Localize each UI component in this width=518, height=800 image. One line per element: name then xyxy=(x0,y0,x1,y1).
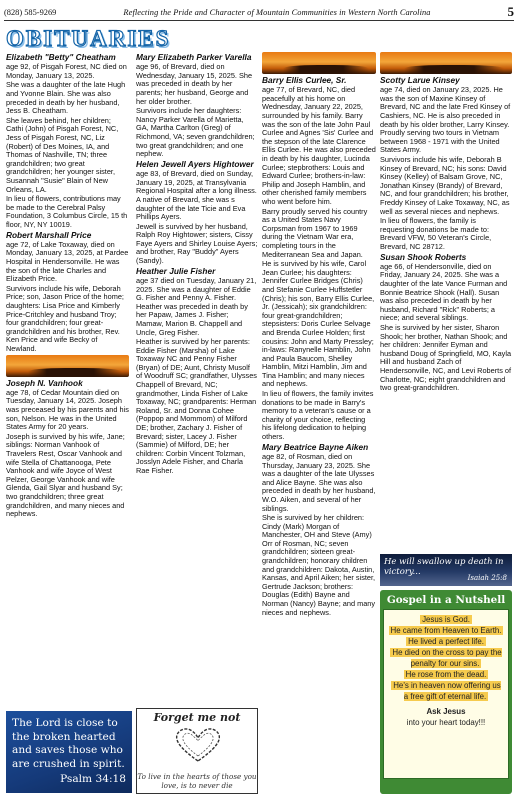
obituary-paragraph: age 83, of Brevard, died on Sunday, January 19, 2025, at Transylvania Regional Hospital after a long illness. A native of Brevard, she was s daughter of the late Ticie and Eva Phillips Ayers. xyxy=(136,169,257,222)
obituary-paragraph: She is survived by her children: Cindy (Mark) Morgan of Manchester, OH and Steve (Amy) Orr of Rosman, NC; seven grandchildren; sixteen great-grandchildren; honorary children and grandchildren: Dakota, Austin, Kansas, and April Aiken; her sister, Gertrude Jackson; brothers: Douglas (Edith) Bayne and Norman (Nancy) Bayne; and many nieces and nephews. xyxy=(262,513,376,617)
obituary-paragraph: age 66, of Hendersonville, died on Friday, January 24, 2025. She was a daughter of the late Vance Furman and Bonnie Beatrice Shook (Hall). Susan was also preceded in death by her husband, Richard "Rick" Roberts; a niece; and several siblings. xyxy=(380,261,508,323)
obituary-paragraph: age 77, of Brevard, NC, died peacefully at his home on Wednesday, January 22, 2025, surrounded by his family. Barry was the son of the late John Paul Curlee and Agnes 'Sis' Curlee and the stepson of the late Clarence Ellis Curlee. He was also preceded in death by his daughter, Lucinda Curlee; stepbrothers: Louis and Edward Curlee; brothers-in-law: Philip and Joseph Hamblin, and other cherished family members who went before him. xyxy=(262,85,376,207)
obituary-paragraph: He is survived by his wife, Carol Jean Curlee; his daughters: Jennifer Curlee Bridges (Chris) and Stefanie Curlee Huffstetler (Chris); his son, Barry Ellis Curlee, Jr. (Jessicah); six grandchildren: four great-grandchildren; stepsisters: Doris Curlee Selvage and Brenda Curlee Holden; first cousins: John and Marty Pressley; in-laws: Ranynelle Hamblin, John and Paula Baucom, Shelley Hamblin, Mitzi Hamblin, Jim and Tina Hamblin; and many nieces and nephews. xyxy=(262,259,375,389)
obituary-name: Helen Jewell Ayers Hightower xyxy=(136,158,254,169)
obituary-name: Susan Shook Roberts xyxy=(380,251,467,262)
sunset-image xyxy=(380,52,512,74)
nature-verse-text: He will swallow up death in victory... xyxy=(384,557,504,577)
gospel-in-a-nutshell-box xyxy=(380,590,512,794)
column-2 xyxy=(136,52,258,706)
sunset-image xyxy=(262,52,376,74)
obituary-paragraph: Heather is survived by her parents: Eddie Fisher (Marsha) of Lake Toxaway NC and Penny Fisher (Bryan) of DE; Aunt, Christy Musolf of Woodruff SC; grandfather, Ulysses Chappell of Brevard, NC; grandmother, Linda Fisher of Lake Toxaway, NC; grandparents: Herman Roland, Sr. and Donna Cohee (Poppop and Mommom) of Milford DE; brother, Zachary J. Fisher of Brevard; sister, Lacey J. Fisher (Sammie) of Milford, DE; her children: Corbin Vincent Tolzman, Josslyn Adele Fisher, and Charla Rae Fisher. xyxy=(136,337,257,476)
obituary-paragraph: age 78, of Cedar Mountain died on Tuesday, January 14, 2025. Joseph was preceased by his parents and his son, Nelson. He was in the United States Army for 20 years. xyxy=(6,387,129,432)
obituary-name: Robert Marshall Price xyxy=(6,229,92,240)
gospel-line: He died on the cross to pay the penalty for our sins. xyxy=(392,648,502,668)
obituary-paragraph: age 82, of Rosman, died on Thursday, January 23, 2025. She was a daughter of the late Ulysses and Alice Bayne. She was also preceded in death by her husband, W.O. Aiken, and several of her siblings. xyxy=(262,451,376,513)
forget-me-not-box xyxy=(136,708,258,794)
page-number: 5 xyxy=(507,4,514,19)
obituary-name: Elizabeth "Betty" Cheatham xyxy=(6,52,116,62)
gospel-line: He came from Heaven to Earth. xyxy=(390,626,502,635)
obituary-paragraph: She is survived by her sister, Sharon Shook; her brother, Nathan Shook; and her children: Jennifer Eyman and husband Doug of Springfield, MO, Kayla Hill and husband Zach of Hendersonville, NC, and Levi Roberts of Charlotte, NC; eight grandchildren and two great-grandchildren. xyxy=(380,323,512,393)
verse-reference: Psalm 34:18 xyxy=(60,773,126,785)
gospel-line: He lived a perfect life. xyxy=(408,637,484,646)
forget-me-not-caption: To live in the hearts of those you love, is to never die xyxy=(137,772,257,790)
obituary-paragraph: age 72, of Lake Toxaway, died on Monday, January 13, 2025, at Pardee Hospital in Hendersonville. He was the son of the late Charles and Elizabeth Price. xyxy=(6,239,129,284)
header-phone: (828) 585-9269 xyxy=(4,7,57,17)
heart-wreath-icon xyxy=(171,725,225,765)
obituary-paragraph: Survivors include her daughters: Nancy Parker Varella of Marietta, GA, Martha Carlton (Greg) of Richmond, VA; seven grandchildren; two great grandchildren; and one nephew. xyxy=(136,106,255,159)
header-tagline: Reflecting the Pride and Character of Mountain Communities in Western North Carolina xyxy=(123,7,431,17)
obituary-paragraph: In lieu of flowers, contributions may be made to the Cerebral Palsy Foundation, 3 Columbus Circle, 15 th floor, NY, NY 10019. xyxy=(6,194,128,229)
obituary-paragraph: age 37 died on Tuesday, January 21, 2025. She was a daughter of Eddie G. Fisher and Penny A. Fisher. Heather was preceded in death by her Papaw, James J. Fisher; Mamaw, Marion B. Chappell and Uncle, Greg Fisher. xyxy=(136,275,257,337)
forget-me-not-title: Forget me not xyxy=(153,711,241,724)
verse-text: The Lord is close to the broken hearted and saves those who are crushed in spirit. xyxy=(12,717,125,770)
gospel-line: Jesus is God. xyxy=(422,615,470,624)
gospel-title: Gospel in a Nutshell xyxy=(386,594,506,606)
page-header xyxy=(4,4,514,21)
column-1 xyxy=(6,52,129,708)
section-title: OBITUARIES xyxy=(6,26,171,51)
obituary-name: Mary Beatrice Bayne Aiken xyxy=(262,441,369,452)
sunset-image xyxy=(6,355,129,377)
obituary-name: Barry Ellis Curlee, Sr. xyxy=(262,75,347,85)
obituary-paragraph: Joseph is survived by his wife, Jane; siblings: Norman Vanhook of Travelers Rest, Oscar Vanhook and wife Stella of Chattanooga, Pete Vanhook and wife Joyce of West Pelzer, George Vanhook and wife Glenda, Gail Slyar and husband Sy; two grandchildren; three great grandchildren, and many nieces and nephews. xyxy=(6,431,125,519)
obituary-name: Joseph N. Vanhook xyxy=(6,377,83,388)
obituary-name: Scotty Larue Kinsey xyxy=(380,75,460,85)
scripture-verse-box xyxy=(6,711,132,793)
obituary-paragraph: Survivors include his wife, Deborah B Kinsey of Brevard, NC; his sons: David Kinsey (Kelley) of Balsam Grove, NC, Jonathan Kinsey (Brandy) of Brevard, NC, and four grandchildren; his brother, Freddy Kinsey of Lake Toxaway, NC, as well as several nieces and nephews. xyxy=(380,155,510,216)
obituary-name: Mary Elizabeth Parker Varella xyxy=(136,52,252,62)
obituary-name: Heather Julie Fisher xyxy=(136,265,216,276)
isaiah-verse-box xyxy=(380,554,512,586)
obituary-paragraph: Survivors include his wife, Deborah Price; son, Jason Price of the home; daughters: Lisa Price and Kimberly Price-Critchley and husband Troy; four grandchildren; four great-grandchildren and his brother, Rev. Ken Price and wife Becky of Newland. xyxy=(6,283,124,353)
gospel-ask-line-2: into your heart today!!! xyxy=(406,718,486,727)
gospel-line: He's in heaven now offering us a free gift of eternal life. xyxy=(393,681,501,701)
gospel-content xyxy=(383,609,509,779)
obituary-paragraph: age 96, of Brevard, died on Wednesday, January 15, 2025. She was preceded in death by her parents; her husband, George and her older brother. xyxy=(136,62,253,106)
column-3 xyxy=(262,52,376,796)
gospel-ask-line-1: Ask Jesus xyxy=(426,707,466,716)
obituary-paragraph: In lieu of flowers, the family is requesting donations be made to: Brevard VFW, 50 Veteran's Circle, Brevard, NC 28712. xyxy=(380,216,492,251)
obituary-paragraph: She was a daughter of the late Hugh and Yvonne Blain. She was also preceded in death by her husband, Jess B. Cheatham. xyxy=(6,80,126,116)
obituary-paragraph: Jewell is survived by her husband, Ralph Roy Hightower; sisters, Cissy Faye Ayers and Shirley Louise Ayers; and brother, Ray "Buddy" Ayers (Sandy). xyxy=(136,221,258,266)
obituary-paragraph: age 92, of Pisgah Forest, NC died on Monday, January 13, 2025. xyxy=(6,62,127,80)
nature-verse-reference: Isaiah 25:8 xyxy=(467,574,507,582)
column-4 xyxy=(380,52,512,552)
obituary-paragraph: Barry proudly served his country as a United States Navy Corpsman from 1967 to 1969 during the Vietnam War era, completing tours in the Mediterranean Sea and Japan. xyxy=(262,206,368,259)
gospel-line: He rose from the dead. xyxy=(405,670,487,679)
obituary-paragraph: In lieu of flowers, the family invites donations to be made in Barry's memory to a veteran's cause or a charity of your choice, reflecting his lifelong dedication to helping others. xyxy=(262,389,374,442)
obituary-paragraph: She leaves behind, her children; Cathi (John) of Pisgah Forest, NC, Jess of Pisgah Forest, NC, Liz (Robert) of Des Moines, IA, and Thomas of Nashville, TN; three grandchildren; two great grandchildren; her younger sister, Susannah "Susie" Blain of New Orleans, LA. xyxy=(6,115,119,194)
obituary-paragraph: age 74, died on January 23, 2025. He was the son of Maxine Kinsey of Brevard, NC and the late Fred Kinsey of Cashiers, NC. He is also preceded in death by his older brother, Larry Kinsey. Proudly serving two tours in Vietnam between 1968 - 1971 with the United States Army. xyxy=(380,85,511,155)
